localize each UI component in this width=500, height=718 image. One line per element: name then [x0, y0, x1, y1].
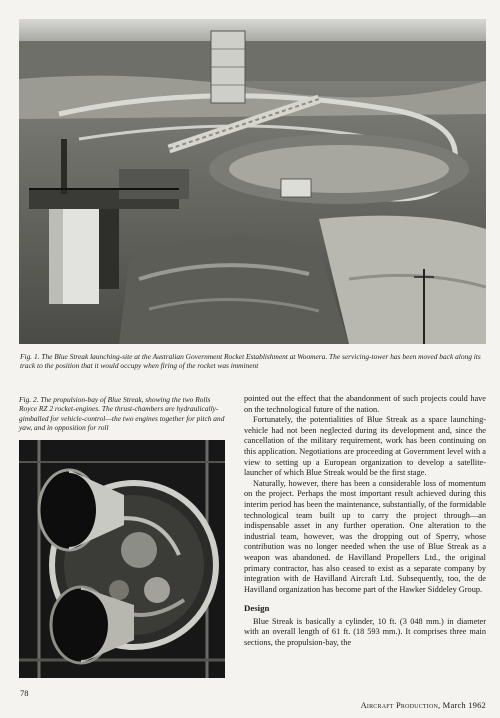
- article-paragraph: Fortunately, the potentialities of Blue Streak as a space launching-vehicle had not been neglected during its development and, since the cancellation of the military requirement, work has been continuing on this application. Negotiations are proceeding at Government level with a view to setting up a European organization to develop a satellite-launcher of which Blue Streak would be the first stage.: [244, 415, 486, 478]
- propulsion-bay-photo: [19, 440, 225, 678]
- page-number: 78: [20, 688, 29, 698]
- launch-site-photo: [19, 19, 486, 344]
- article-column: [244, 394, 486, 649]
- article-paragraph: Blue Streak is basically a cylinder, 10 ft. (3 048 mm.) in diameter with an overall length of 61 ft. (18 593 mm.). It comprises three main sections, the propulsion-bay, the: [244, 616, 486, 648]
- figure-1-caption: Fig. 1. The Blue Streak launching-site at the Australian Government Rocket Establishment at Woomera. The servicing-tower has been moved back along its track to the position that it would occupy when firing of the rocket was imminent: [20, 352, 481, 371]
- figure-2-caption: Fig. 2. The propulsion-bay of Blue Streak, showing the two Rolls Royce RZ 2 rocket-engines. The thrust-chambers are hydraulically-gimballed for vehicle-control—the two engines together for pitch and yaw, and in opposition for roll: [19, 395, 225, 433]
- journal-name: Aircraft Production: [360, 700, 439, 710]
- section-heading: Design: [244, 603, 270, 614]
- issue-date: , March 1962: [438, 700, 486, 710]
- running-footer: [361, 700, 486, 710]
- article-paragraph: pointed out the effect that the abandonment of such projects could have on the technological future of the nation.: [244, 394, 486, 414]
- article-paragraph: Naturally, however, there has been a considerable loss of momentum on the project. Perhaps the most important result achieved during this interim period has been the maintenance, substantially, of the formidable technological team built up to carry the project through—an indispensable asset in any further operation. One alteration to the industrial team, however, was the dropping out of Sperry, whose contribution was no longer needed when the use of Blue Streak as a weapon was abandoned. de Havilland Propellers Ltd., the original primary contractor, has also ceased to exist as a separate company by integration with de Havilland Aircraft Ltd. Subsequently, too, the de Havilland organization has become part of the Hawker Siddeley Group.: [244, 478, 486, 594]
